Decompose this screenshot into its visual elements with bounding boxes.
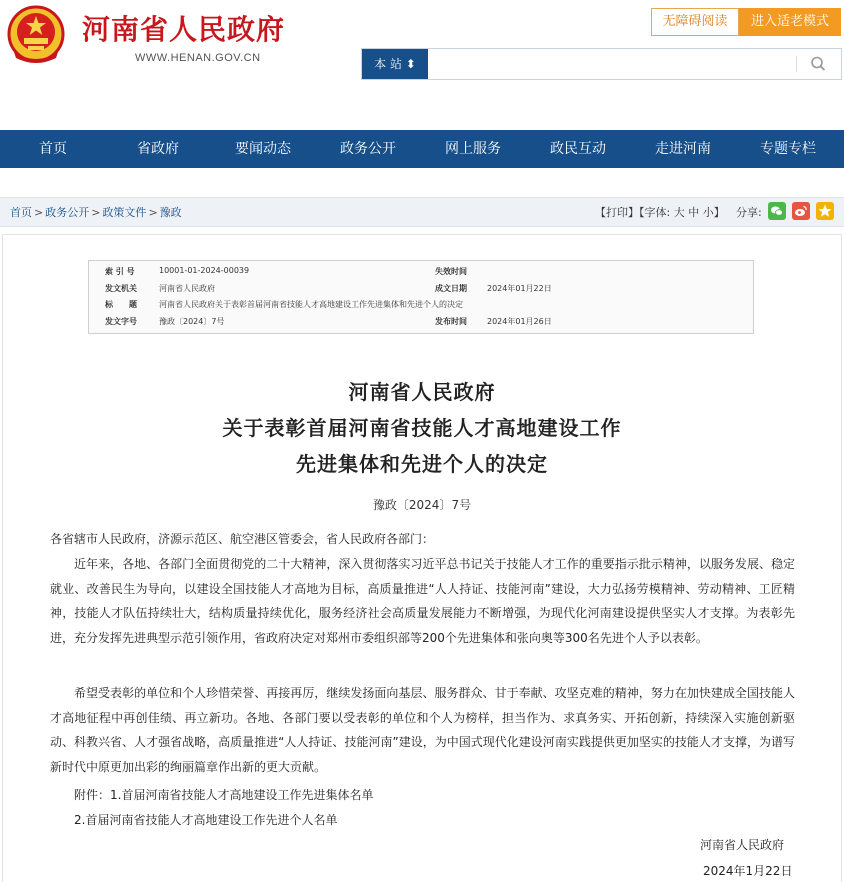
- search-button[interactable]: [797, 49, 841, 79]
- meta-publish-value: 2024年01月26日: [487, 317, 552, 326]
- breadcrumb-separator: >: [148, 206, 158, 219]
- paragraph-2: 希望受表彰的单位和个人珍惜荣誉、再接再厉，继续发扬面向基层、服务群众、甘于奉献、攻坚克难的精神，努力在加快建成全国技能人才高地征程中再创佳绩、再立新功。各地、各部门要以受表彰的单位和个人为榜样，担当作为、求真务实、开拓创新，持续深入实施创新驱动、科教兴省、人才强省战略，高质量推进“人人持证、技能河南”建设，为中国式现代化建设河南实践提供更加坚实的技能人才支撑，为谱写新时代中原更加出彩的绚丽篇章作出新的更大贡献。: [50, 686, 795, 774]
- wechat-share-icon[interactable]: [768, 202, 786, 220]
- meta-title-value: 河南省人民政府关于表彰首届河南省技能人才高地建设工作先进集体和先进个人的决定: [159, 300, 463, 309]
- breadcrumb-separator: >: [91, 206, 101, 219]
- signature-date: 2024年1月22日: [703, 864, 793, 878]
- search-input[interactable]: [432, 53, 796, 77]
- meta-index-label: 索 引 号: [105, 267, 135, 276]
- site-url: WWW.HENAN.GOV.CN: [135, 52, 261, 64]
- signature: 河南省人民政府: [700, 838, 785, 852]
- document-title-line1: 河南省人民政府: [348, 380, 496, 404]
- paragraph-1: 近年来，各地、各部门全面贯彻党的二十大精神，深入贯彻落实习近平总书记关于技能人才工作的重要指示批示精神，以服务发展、稳定就业、改善民生为导向，以建设全国技能人才高地为目标，高质量推进“人人持证、技能河南”建设，大力弘扬劳模精神、劳动精神、工匠精神，技能人才队伍持续壮大，结构质量持续优化，服务经济社会高质量发展能力不断增强，为现代化河南建设提供坚实人才支撑。为表彰先进，充分发挥先进典型示范引领作用，省政府决定对郑州市委组织部等200个先进集体和张向奥等300名先进个人予以表彰。: [50, 557, 795, 645]
- meta-expire-label: 失效时间: [435, 267, 467, 276]
- meta-docno-value: 豫政〔2024〕7号: [159, 317, 225, 326]
- breadcrumb-yuzheng[interactable]: 豫政: [159, 206, 182, 219]
- wechat-icon: [768, 202, 786, 220]
- meta-index-value: 10001-01-2024-00039: [159, 266, 250, 275]
- font-size-label-end: 】: [713, 206, 725, 219]
- search-bar: [361, 48, 842, 80]
- meta-publish-label: 发布时间: [435, 317, 467, 326]
- national-emblem-icon: [6, 4, 66, 66]
- meta-created-label: 成文日期: [435, 284, 467, 293]
- font-size-label: 【字体:: [639, 206, 671, 219]
- nav-item-interaction[interactable]: 政民互动: [550, 141, 606, 157]
- document-title-line2: 关于表彰首届河南省技能人才高地建设工作: [222, 416, 622, 440]
- nav-item-news[interactable]: 要闻动态: [235, 141, 291, 157]
- search-scope-select[interactable]: 本 站 ⬍: [362, 49, 428, 79]
- nav-item-online-services[interactable]: 网上服务: [445, 141, 501, 157]
- salutation: 各省辖市人民政府，济源示范区、航空港区管委会，省人民政府各部门：: [50, 532, 435, 546]
- weibo-icon: [792, 202, 810, 220]
- print-button[interactable]: 【打印】: [595, 206, 639, 219]
- meta-issuer-label: 发文机关: [105, 284, 137, 293]
- meta-issuer-value: 河南省人民政府: [159, 284, 215, 293]
- font-small-button[interactable]: 小: [702, 206, 714, 219]
- font-medium-button[interactable]: 中: [688, 206, 700, 219]
- breadcrumb-policy-documents[interactable]: 政策文件: [102, 206, 147, 219]
- breadcrumb-bar: [0, 197, 844, 227]
- nav-item-government-affairs[interactable]: 政务公开: [340, 141, 396, 157]
- accessibility-reading-button[interactable]: 无障碍阅读: [651, 8, 739, 36]
- document-title-line3: 先进集体和先进个人的决定: [296, 452, 548, 476]
- star-icon: [816, 202, 834, 220]
- site-header: [0, 0, 844, 130]
- breadcrumb: [10, 204, 182, 220]
- nav-item-about-henan[interactable]: 走进河南: [655, 141, 711, 157]
- attachment-1: 附件：1.首届河南省技能人才高地建设工作先进集体名单: [74, 788, 374, 802]
- elder-mode-button[interactable]: 进入适老模式: [739, 8, 841, 36]
- favorite-share-icon[interactable]: [816, 202, 834, 220]
- font-large-button[interactable]: 大: [673, 206, 685, 219]
- main-nav: [0, 130, 844, 168]
- nav-item-home[interactable]: 首页: [39, 141, 67, 157]
- weibo-share-icon[interactable]: [792, 202, 810, 220]
- share-label: 分享:: [736, 206, 762, 219]
- breadcrumb-government-affairs[interactable]: 政务公开: [45, 206, 90, 219]
- document-number: 豫政〔2024〕7号: [372, 498, 472, 512]
- search-icon: [797, 49, 841, 79]
- nav-item-special-topics[interactable]: 专题专栏: [760, 141, 816, 157]
- site-title[interactable]: 河南省人民政府: [82, 13, 286, 46]
- page-tools: [595, 204, 725, 220]
- attachment-2: 2.首届河南省技能人才高地建设工作先进个人名单: [74, 813, 338, 827]
- meta-docno-label: 发文字号: [105, 317, 137, 326]
- nav-item-provincial-government[interactable]: 省政府: [137, 141, 179, 157]
- breadcrumb-home[interactable]: 首页: [10, 206, 32, 219]
- meta-created-value: 2024年01月22日: [487, 284, 552, 293]
- breadcrumb-separator: >: [34, 206, 44, 219]
- document-metadata-table: [88, 260, 754, 334]
- meta-title-label: 标 题: [105, 300, 137, 309]
